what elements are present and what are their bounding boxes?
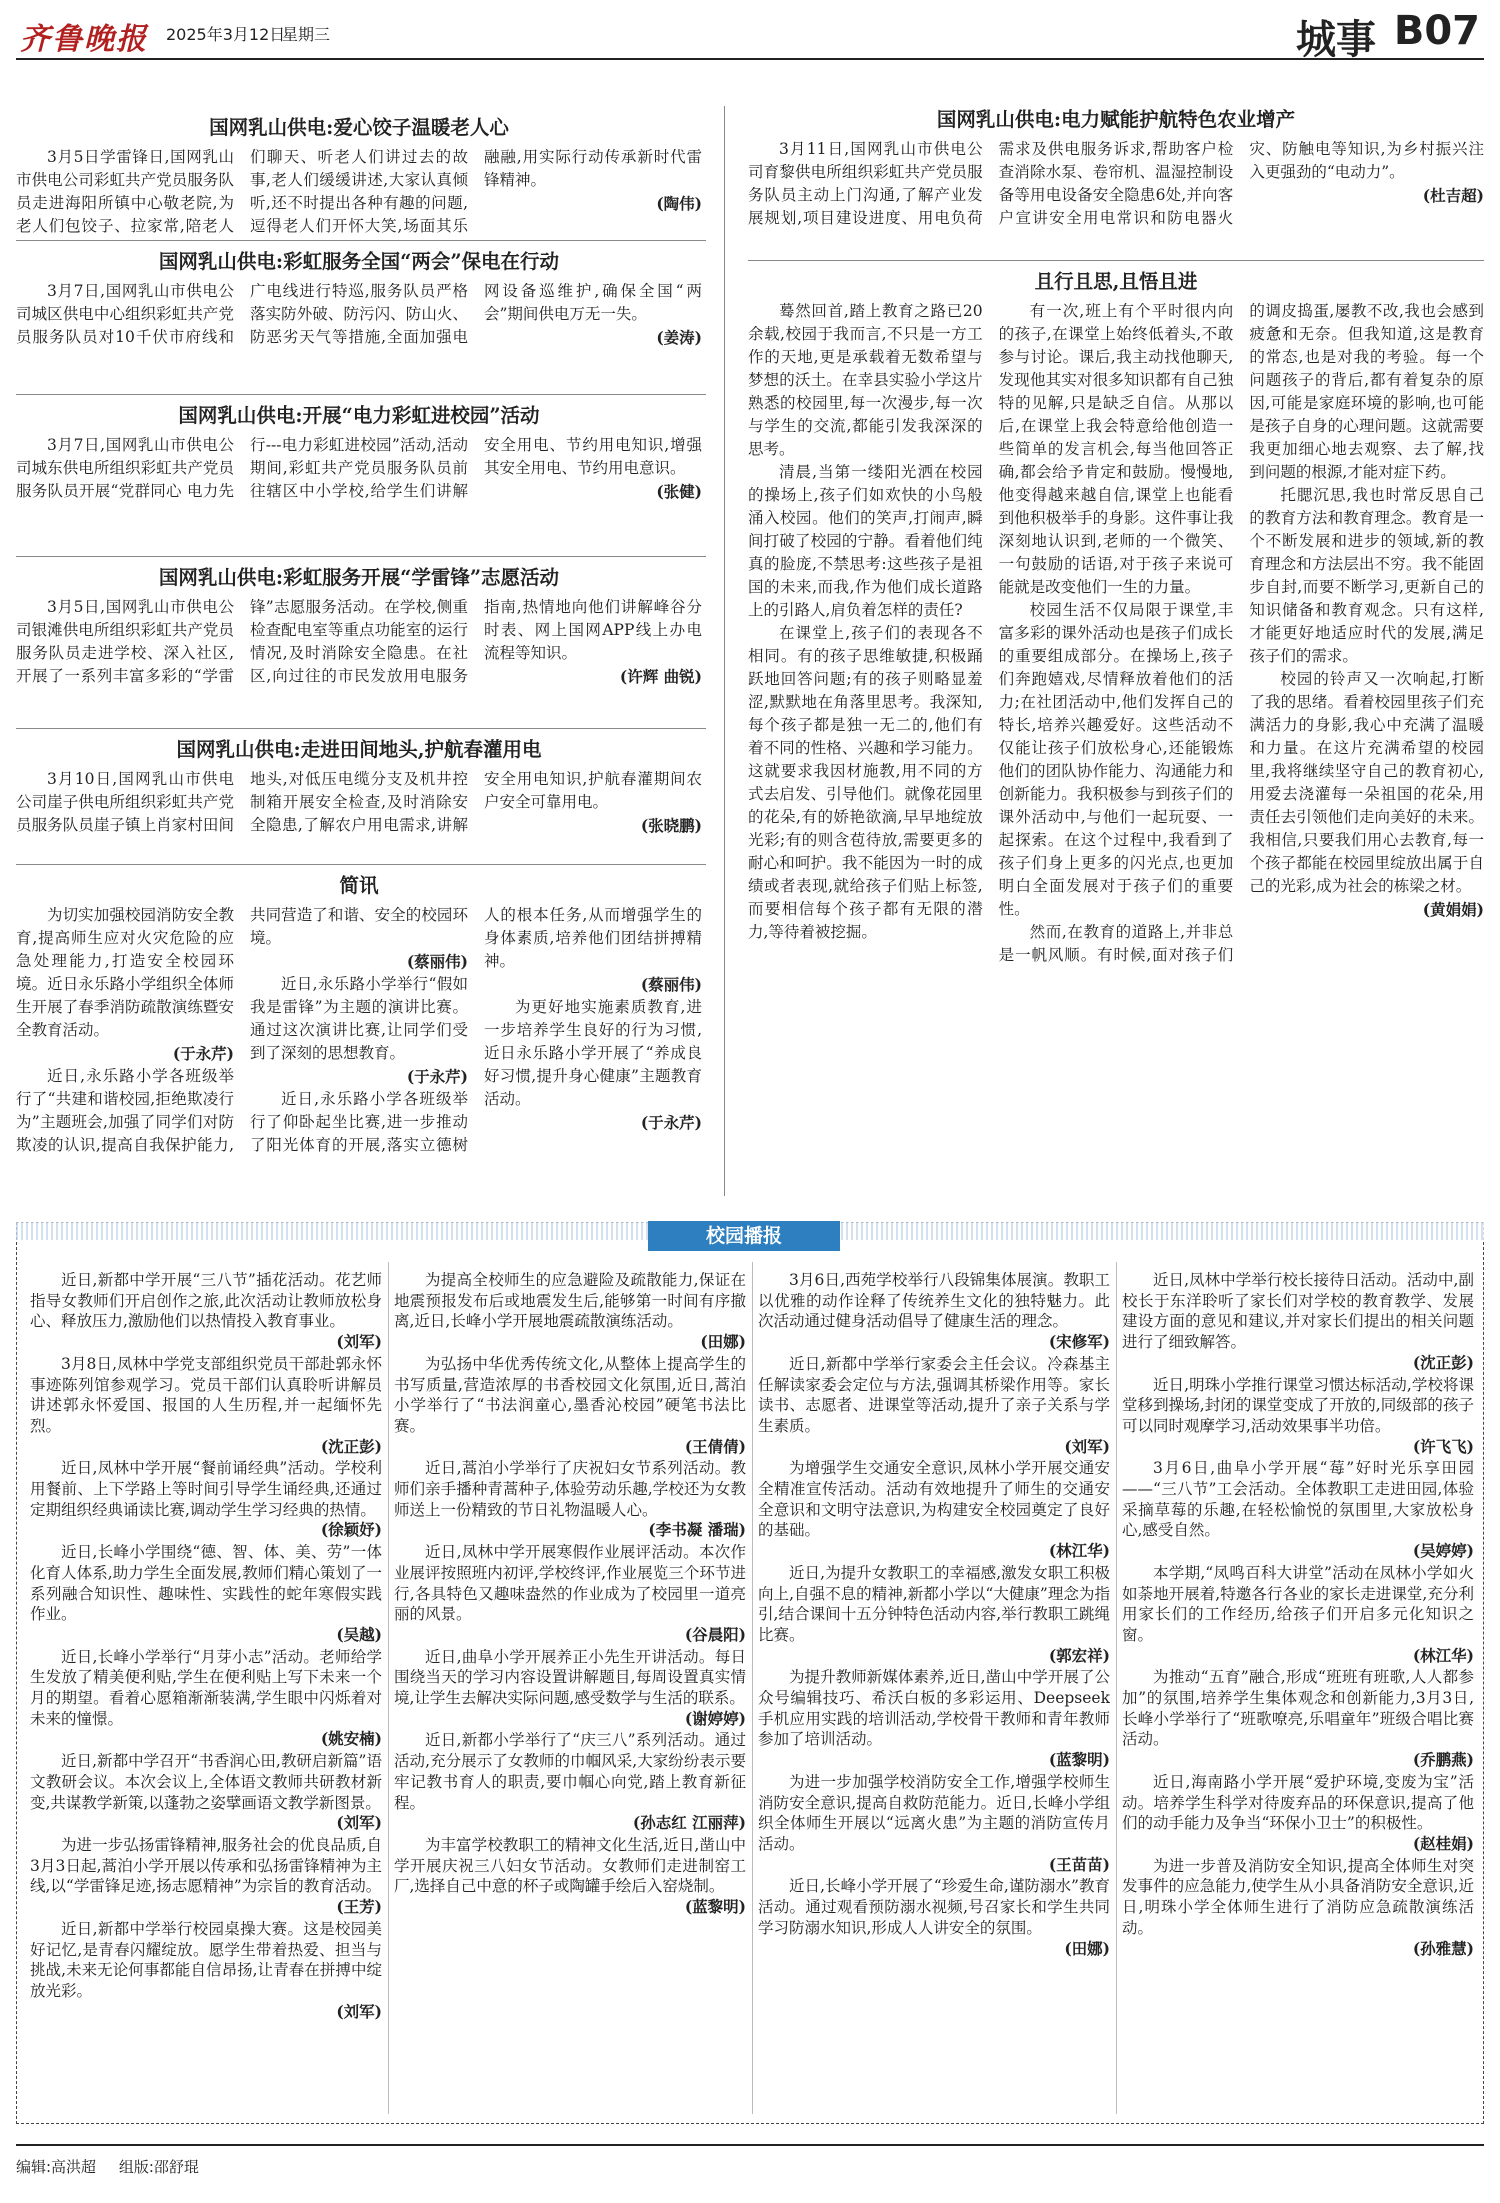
section-name: 城事 bbox=[1296, 17, 1376, 63]
editor-credit: 编辑:高洪超 bbox=[16, 2158, 97, 2176]
essay-paragraph: 校园生活不仅局限于课堂,丰富多彩的课外活动也是孩子们成长的重要组成部分。在操场上,孩子们奔跑嬉戏,尽情释放着他们的活力;在社团活动中,他们发挥自己的特长,培养兴趣爱好。这些活动不仅能让孩子们放松身心,还能锻炼他们的团队协作能力、沟通能力和创新能力。我积极参与到孩子们的课外活动中,与他们一起玩耍、一起探索。在这个过程中,我看到了孩子们身上更多的闪光点,也更加明白全面发展对于孩子们的重要性。 bbox=[998, 601, 1234, 918]
article-text: 3月7日,国网乳山市供电公司城东供电所组织彩虹共产党员服务队员开展“党群同心 电力先行---电力彩虹进校园”活动,活动期间,彩虹共产党员服务队员前往辖区中小学校,给学生们讲解安全用电、节约用电知识,增强其安全用电、节约用电意识。 bbox=[16, 436, 702, 500]
news-author: (李书凝 潘瑞) bbox=[648, 1520, 746, 1540]
news-author: (许飞飞) bbox=[1412, 1436, 1474, 1456]
issue-weekday: 星期三 bbox=[282, 25, 331, 44]
news-author: (林江华) bbox=[1412, 1645, 1474, 1665]
news-item: 为提升教师新媒体素养,近日,凿山中学开展了公众号编辑技巧、希沃白板的多彩运用、Deepseek手机应用实践的培训活动,学校骨干教师和青年教师参加了培训活动。 bbox=[758, 1668, 1110, 1749]
essay-paragraph: 然而,在教育的道路上,并非总是一帆风顺。有时候,面对孩子们的调皮捣蛋,屡教不改,我也会感到疲惫和无奈。但我知道,这是教育的常态,也是对我的考验。每一个问题孩子的背后,都有着复杂的原因,可能是家庭环境的影响,也可能是孩子自身的心理问题。这就需要我更加细心地去观察、去了解,找到问题的根源,才能对症下药。 bbox=[998, 302, 1484, 964]
news-item: 近日,曲阜小学开展养正小先生开讲活动。每日围绕当天的学习内容设置讲解题目,每周设置真实情境,让学生去解决实际问题,感受数学与生活的联系。 bbox=[394, 1647, 746, 1708]
brief-author: (于永芹) bbox=[640, 1113, 702, 1132]
news-author: (王倩倩) bbox=[684, 1436, 746, 1456]
brief-text: 近日,永乐路小学举行“假如我是雷锋”为主题的演讲比赛。通过这次演讲比赛,让同学们受到了深刻的思想教育。 bbox=[250, 975, 468, 1062]
article-author: (杜吉超) bbox=[1422, 186, 1484, 205]
article-text: 3月7日,国网乳山市供电公司城区供电中心组织彩虹共产党员服务队员对10千伏市府线和广电线进行特巡,服务队员严格落实防外破、防污闪、防山火、防恶劣天气等措施,全面加强电网设备巡维护,确保全国“两会”期间供电万无一失。 bbox=[16, 282, 702, 346]
campus-column-3 bbox=[758, 1270, 1110, 2115]
article-2 bbox=[16, 248, 702, 376]
page-footer bbox=[16, 2144, 1484, 2177]
news-item: 近日,新都小学举行了“庆三八”系列活动。通过活动,充分展示了女教师的巾帼风采,大家纷纷表示要牢记教书育人的职责,要巾帼心向党,踏上教育新征程。 bbox=[394, 1731, 746, 1812]
brief-author: (蔡丽伟) bbox=[406, 952, 468, 971]
article-author: (姜涛) bbox=[656, 328, 702, 347]
news-item: 近日,蒿泊小学举行了庆祝妇女节系列活动。教师们亲手播种青蒿种子,体验劳动乐趣,学校还为女教师送上一份精致的节日礼物温暖人心。 bbox=[394, 1459, 746, 1519]
news-author: (刘军) bbox=[336, 1813, 382, 1833]
article-4 bbox=[16, 564, 702, 714]
article-title: 国网乳山供电:彩虹服务开展“学雷锋”志愿活动 bbox=[158, 566, 560, 589]
article-3 bbox=[16, 402, 702, 530]
article-text: 3月10日,国网乳山市供电公司崖子供电所组织彩虹共产党员服务队员崖子镇上肖家村田间地头,对低压电缆分支及机井控制箱开展安全检查,及时消除安全隐患,了解农户用电需求,讲解安全用电知识,护航春灌期间农户安全可靠用电。 bbox=[16, 770, 702, 834]
news-item: 为进一步加强学校消防安全工作,增强学校师生消防安全意识,提高自救防范能力。近日,长峰小学组织全体师生开展以“远离火患”为主题的消防宣传月活动。 bbox=[758, 1772, 1110, 1853]
brief-author: (于永芹) bbox=[406, 1067, 468, 1086]
news-item: 近日,明珠小学推行课堂习惯达标活动,学校将课堂移到操场,封闭的课堂变成了开放的,同级部的孩子可以同时观摩学习,活动效果事半功倍。 bbox=[1122, 1375, 1474, 1435]
article-title: 国网乳山供电:开展“电力彩虹进校园”活动 bbox=[178, 404, 540, 427]
news-author: (刘军) bbox=[336, 2001, 382, 2021]
news-item: 3月6日,曲阜小学开展“莓”好时光乐享田园——“三八节”工会活动。全体教职工走进田园,体验采摘草莓的乐趣,在轻松愉悦的氛围里,大家放松身心,感受自然。 bbox=[1122, 1459, 1474, 1540]
news-author: (田娜) bbox=[1064, 1938, 1110, 1958]
essay bbox=[748, 268, 1484, 1210]
article-5 bbox=[16, 736, 702, 864]
news-item: 近日,新都中学举行校园桌操大赛。这是校园美好记忆,是青春闪耀绽放。愿学生带着热爱、担当与挑战,未来无论何事都能自信昂扬,让青春在拼搏中绽放光彩。 bbox=[30, 1919, 382, 2000]
news-item: 近日,长峰小学开展了“珍爱生命,谨防溺水”教育活动。通过观看预防溺水视频,号召家长和学生共同学习防溺水知识,形成人人讲安全的氛围。 bbox=[758, 1877, 1110, 1937]
campus-column-4 bbox=[1122, 1270, 1474, 2115]
news-item: 为进一步弘扬雷锋精神,服务社会的优良品质,自3月3日起,蒿泊小学开展以传承和弘扬雷锋精神为主线,以“学雷锋足迹,扬志愿精神”为宗旨的教育活动。 bbox=[30, 1835, 382, 1896]
news-author: (姚安楠) bbox=[320, 1729, 382, 1749]
news-author: (乔鹏燕) bbox=[1412, 1750, 1474, 1770]
news-item: 为弘扬中华优秀传统文化,从整体上提高学生的书写质量,营造浓厚的书香校园文化氛围,近日,蒿泊小学举行了“书法润童心,墨香沁校园”硬笔书法比赛。 bbox=[394, 1354, 746, 1435]
news-author: (林江华) bbox=[1048, 1541, 1110, 1561]
news-item: 近日,凤林中学举行校长接待日活动。活动中,副校长于东洋聆听了家长们对学校的教育教学、发展建设方面的意见和建议,并对家长们提出的相关问题进行了细致解答。 bbox=[1122, 1271, 1474, 1352]
brief-text: 为切实加强校园消防安全教育,提高师生应对火灾危险的应急处理能力,打造安全校园环境。近日永乐路小学组织全体师生开展了春季消防疏散演练暨安全教育活动。 bbox=[16, 906, 234, 1039]
news-author: (沈正彭) bbox=[1412, 1352, 1474, 1372]
brief-text: 近日,永乐路小学各班级举行了“共建和谐校园,拒绝欺凌行为”主题班会,加强了同学们对防欺凌的认识,提高自我保护能力,共同营造了和谐、安全的校园环境。 bbox=[16, 906, 468, 1154]
article-title: 国网乳山供电:彩虹服务全国“两会”保电在行动 bbox=[158, 250, 560, 273]
box-divider bbox=[388, 1262, 389, 2114]
news-item: 近日,新都中学举行家委会主任会议。冷森基主任解读家委会定位与方法,强调其桥梁作用等。家长读书、志愿者、进课堂等活动,提升了亲子关系与学生素质。 bbox=[758, 1354, 1110, 1435]
news-item: 近日,海南路小学开展“爱护环境,变废为宝”活动。培养学生科学对待废弃品的环保意识,提高了他们的动手能力及争当“环保小卫士”的积极性。 bbox=[1122, 1772, 1474, 1833]
news-author: (郭宏祥) bbox=[1048, 1645, 1110, 1665]
news-author: (刘军) bbox=[1064, 1436, 1110, 1456]
briefs-title: 简讯 bbox=[339, 874, 379, 897]
article-author: (陶伟) bbox=[656, 194, 702, 213]
article-author: (张健) bbox=[656, 482, 702, 501]
column-divider bbox=[724, 106, 725, 1196]
news-author: (谢婷婷) bbox=[684, 1708, 746, 1728]
news-item: 为提高全校师生的应急避险及疏散能力,保证在地震预报发布后或地震发生后,能够第一时间有序撤离,近日,长峰小学开展地震疏散演练活动。 bbox=[394, 1271, 746, 1331]
article-text: 3月11日,国网乳山市供电公司育黎供电所组织彩虹共产党员服务队员主动上门沟通,了解产业发展规划,项目建设进度、用电负荷需求及供电服务诉求,帮助客户检查消除水泵、卷帘机、温湿控制设备等用电设备安全隐患6处,并向客户宣讲安全用电常识和防电器火灾、防触电等知识,为乡村振兴注入更强劲的“电动力”。 bbox=[748, 140, 1484, 227]
news-author: (谷晨阳) bbox=[684, 1624, 746, 1644]
news-author: (王芳) bbox=[336, 1897, 382, 1917]
box-divider bbox=[752, 1262, 753, 2114]
essay-author: (黄娟娟) bbox=[1422, 900, 1484, 919]
article-text: 3月5日,国网乳山市供电公司银滩供电所组织彩虹共产党员服务队员走进学校、深入社区,开展了一系列丰富多彩的“学雷锋”志愿服务活动。在学校,侧重检查配电室等重点功能室的运行情况,及时消除安全隐患。在社区,向过往的市民发放用电服务指南,热情地向他们讲解峰谷分时表、网上国网APP线上办电流程等知识。 bbox=[16, 598, 702, 685]
news-author: (沈正彭) bbox=[320, 1436, 382, 1456]
news-author: (蓝黎明) bbox=[1048, 1750, 1110, 1770]
essay-paragraph: 清晨,当第一缕阳光洒在校园的操场上,孩子们如欢快的小鸟般涌入校园。他们的笑声,打闹声,瞬间打破了校园的宁静。看着他们纯真的脸庞,不禁思考:这些孩子是祖国的未来,而我,作为他们成长道路上的引路人,肩负着怎样的责任? bbox=[748, 463, 983, 619]
news-author: (王苗苗) bbox=[1048, 1854, 1110, 1874]
article-author: (张晓鹏) bbox=[640, 816, 702, 835]
news-author: (吴婷婷) bbox=[1412, 1541, 1474, 1561]
news-item: 近日,长峰小学围绕“德、智、体、美、劳”一体化育人体系,助力学生全面发展,教师们精心策划了一系列融合知识性、趣味性、实践性的蛇年寒假实践作业。 bbox=[30, 1543, 382, 1624]
rule bbox=[16, 240, 706, 241]
news-item: 为增强学生交通安全意识,凤林小学开展交通安全精准宣传活动。活动有效地提升了师生的交通安全意识和文明守法意识,为构建安全校园奠定了良好的基础。 bbox=[758, 1459, 1110, 1540]
news-author: (徐颖妤) bbox=[320, 1520, 382, 1540]
news-item: 3月6日,西苑学校举行八段锦集体展演。教职工以优雅的动作诠释了传统养生文化的独特魅力。此次活动通过健身活动倡导了健康生活的理念。 bbox=[758, 1271, 1110, 1331]
news-item: 为丰富学校教职工的精神文化生活,近日,凿山中学开展庆祝三八妇女节活动。女教师们走进制窑工厂,选择自己中意的杯子或陶罐手绘后入窑烧制。 bbox=[394, 1835, 746, 1896]
briefs bbox=[16, 872, 702, 1226]
article-title: 国网乳山供电:爱心饺子温暖老人心 bbox=[209, 116, 509, 139]
campus-column-2 bbox=[394, 1270, 746, 2115]
article-author: (许辉 曲锐) bbox=[619, 667, 702, 686]
article-1 bbox=[16, 114, 702, 242]
rule bbox=[748, 260, 1484, 261]
box-divider bbox=[1116, 1262, 1117, 2114]
news-author: (孙志红 江丽萍) bbox=[632, 1813, 746, 1833]
news-item: 近日,长峰小学举行“月芽小志”活动。老师给学生发放了精美便利贴,学生在便利贴上写下未来一个月的期望。看着心愿箱渐渐装满,学生眼中闪烁着对未来的憧憬。 bbox=[30, 1647, 382, 1728]
news-item: 近日,凤林中学开展寒假作业展评活动。本次作业展评按照班内初评,学校终评,作业展览三个环节进行,各具特色又趣味盎然的作业成为了校园里一道亮丽的风景。 bbox=[394, 1543, 746, 1624]
rule bbox=[16, 394, 706, 395]
news-item: 3月8日,凤林中学党支部组织党员干部赴郭永怀事迹陈列馆参观学习。党员干部们认真聆听讲解员讲述郭永怀爱国、报国的人生历程,并一起缅怀先烈。 bbox=[30, 1354, 382, 1435]
news-item: 近日,为提升女教职工的幸福感,激发女职工积极向上,自强不息的精神,新都小学以“大健康”理念为指引,结合课间十五分钟特色活动内容,举行教职工跳绳比赛。 bbox=[758, 1563, 1110, 1644]
brief-author: (于永芹) bbox=[172, 1044, 234, 1063]
news-author: (宋修军) bbox=[1048, 1332, 1110, 1352]
news-item: 本学期,“凤鸣百科大讲堂”活动在凤林小学如火如荼地开展着,特邀各行各业的家长走进课堂,充分利用家长们的工作经历,给孩子们开启多元化知识之窗。 bbox=[1122, 1563, 1474, 1644]
article-title: 国网乳山供电:电力赋能护航特色农业增产 bbox=[936, 108, 1296, 131]
design-credit: 组版:邵舒琨 bbox=[118, 2158, 199, 2176]
article-title: 国网乳山供电:走进田间地头,护航春灌用电 bbox=[176, 738, 542, 761]
news-author: (吴越) bbox=[336, 1624, 382, 1644]
rule bbox=[16, 864, 706, 865]
essay-paragraph: 校园的铃声又一次响起,打断了我的思绪。看着校园里孩子们充满活力的身影,我心中充满了温暖和力量。在这片充满希望的校园里,我将继续坚守自己的教育初心,用爱去浇灌每一朵祖国的花朵,用责任去引领他们走向美好的未来。我相信,只要我们用心去教育,每一个孩子都能在校园里绽放出属于自己的光彩,成为社会的栋梁之材。 bbox=[1249, 670, 1484, 895]
rule bbox=[16, 728, 706, 729]
brief-author: (蔡丽伟) bbox=[640, 975, 702, 994]
campus-column-1 bbox=[30, 1270, 382, 2115]
essay-paragraph: 蓦然回首,踏上教育之路已20余载,校园于我而言,不只是一方工作的天地,更是承载着无数希望与梦想的沃土。在幸县实验小学这片熟悉的校园里,每一次漫步,每一次与学生的交流,都能引发我深深的思考。 bbox=[748, 302, 983, 458]
issue-date: 2025年3月12日 bbox=[166, 25, 286, 44]
newspaper-logo: 齐鲁晚报 bbox=[20, 22, 148, 57]
article-6 bbox=[748, 106, 1484, 258]
essay-title: 且行且思,且悟且进 bbox=[1034, 270, 1198, 293]
essay-paragraph: 有一次,班上有个平时很内向的孩子,在课堂上始终低着头,不敢参与讨论。课后,我主动找他聊天,发现他其实对很多知识都有自己独特的见解,只是缺乏自信。从那以后,在课堂上我会特意给他创造一些简单的发言机会,每当他回答正确,都会给予肯定和鼓励。慢慢地,他变得越来越自信,课堂上也能看到他积极举手的身影。这件事让我深刻地认识到,老师的一个微笑、一句鼓励的话语,对于孩子来说可能就是改变他们一生的力量。 bbox=[998, 302, 1234, 596]
news-item: 近日,新都中学开展“三八节”插花活动。花艺师指导女教师们开启创作之旅,此次活动让教师放松身心、释放压力,激励他们以热情投入教育事业。 bbox=[30, 1271, 382, 1331]
rule bbox=[16, 556, 706, 557]
campus-broadcast-title: 校园播报 bbox=[648, 1221, 840, 1251]
page-header bbox=[16, 6, 1484, 63]
essay-paragraph: 在课堂上,孩子们的表现各不相同。有的孩子思维敏捷,积极踊跃地回答问题;有的孩子则略显羞涩,默默地在角落里思考。我深知,每个孩子都是独一无二的,他们有着不同的性格、兴趣和学习能力。这就要求我因材施教,用不同的方式去启发、引导他们。就像花园里的花朵,有的娇艳欲滴,早早地绽放光彩;有的则含苞待放,需要更多的耐心和呵护。我不能因为一时的成绩或者表现,就给孩子们贴上标签,而要相信每个孩子都有无限的潜力,等待着被挖掘。 bbox=[748, 624, 983, 941]
news-author: (赵桂娟) bbox=[1412, 1833, 1474, 1853]
news-author: (田娜) bbox=[700, 1332, 746, 1352]
news-item: 为推动“五育”融合,形成“班班有班歌,人人都参加”的氛围,培养学生集体观念和创新能力,3月3日,长峰小学举行了“班歌嘹亮,乐唱童年”班级合唱比赛活动。 bbox=[1122, 1668, 1474, 1749]
news-author: (蓝黎明) bbox=[684, 1897, 746, 1917]
brief-text: 为更好地实施素质教育,进一步培养学生良好的行为习惯,近日永乐路小学开展了“养成良好习惯,提升身心健康”主题教育活动。 bbox=[484, 998, 702, 1108]
article-text: 3月5日学雷锋日,国网乳山市供电公司彩虹共产党员服务队员走进海阳所镇中心敬老院,为老人们包饺子、拉家常,陪老人们聊天、听老人们讲过去的故事,老人们缓缓讲述,大家认真倾听,还不时提出各种有趣的问题,逗得老人们开怀大笑,场面其乐融融,用实际行动传承新时代雷锋精神。 bbox=[16, 148, 702, 235]
brief-text: 近日,永乐路小学各班级举行了仰卧起坐比赛,进一步推动了阳光体育的开展,落实立德树人的根本任务,从而增强学生的身体素质,培养他们团结拼搏精神。 bbox=[250, 906, 702, 1154]
news-author: (孙雅慧) bbox=[1412, 1938, 1474, 1958]
news-item: 近日,新都中学召开“书香润心田,教研启新篇”语文教研会议。本次会议上,全体语文教师共研教材新变,共谋教学新策,以蓬勃之姿擘画语文教学新图景。 bbox=[30, 1752, 382, 1812]
news-author: (刘军) bbox=[336, 1332, 382, 1352]
essay-paragraph: 托腮沉思,我也时常反思自己的教育方法和教育理念。教育是一个不断发展和进步的领域,新的教育理念和方法层出不穷。我不能固步自封,而要不断学习,更新自己的知识储备和教育观念。只有这样,才能更好地适应时代的发展,满足孩子们的需求。 bbox=[1249, 486, 1484, 665]
page-number: B07 bbox=[1393, 8, 1480, 54]
news-item: 近日,凤林中学开展“餐前诵经典”活动。学校利用餐前、上下学路上等时间引导学生诵经典,还通过定期组织经典诵读比赛,调动学生学习经典的热情。 bbox=[30, 1459, 382, 1519]
news-item: 为进一步普及消防安全知识,提高全体师生对突发事件的应急能力,使学生从小具备消防安全意识,近日,明珠小学全体师生进行了消防应急疏散演练活动。 bbox=[1122, 1856, 1474, 1937]
